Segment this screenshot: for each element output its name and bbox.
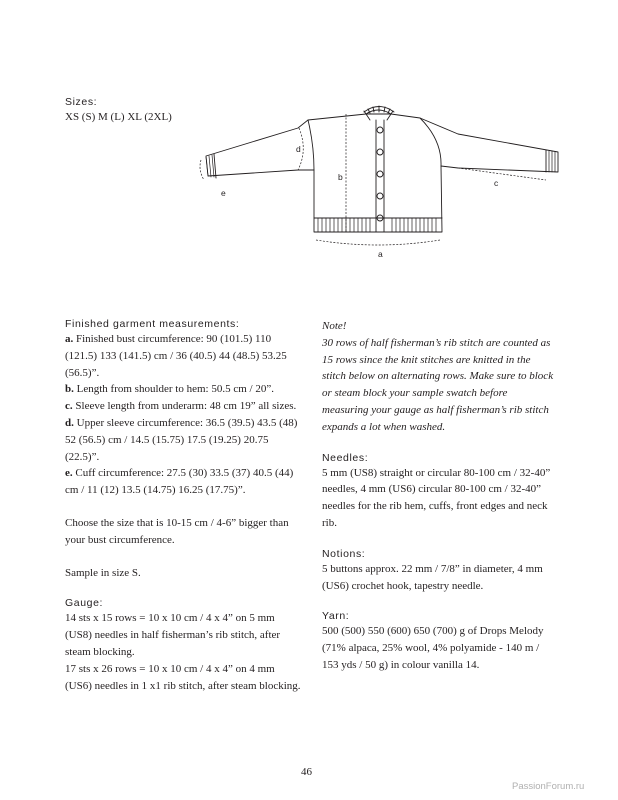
right-column <box>322 318 554 674</box>
yarn-text: 500 (500) 550 (600) 650 (700) g of Drops Melody (71% alpaca, 25% wool, 4% polyamide - 140 m / 153 yds / 50 g) in colour vanilla 14. <box>322 625 544 671</box>
left-armhole <box>308 120 314 170</box>
gauge-heading: Gauge: <box>65 597 104 610</box>
sample-size-text: Sample in size S. <box>65 566 141 579</box>
page-number: 46 <box>301 766 312 778</box>
buttons <box>377 127 383 221</box>
left-column <box>65 318 303 694</box>
label-c: c <box>494 178 499 188</box>
measurements-list <box>65 331 303 597</box>
label-a: a <box>378 249 383 259</box>
notions-text: 5 buttons approx. 22 mm / 7/8” in diameter, 4 mm (US6) crochet hook, tapestry needle. <box>322 562 543 592</box>
note-text: 30 rows of half fisherman’s rib stitch are counted as 15 rows since the knit stitches are knitted in the stitch below on alternating rows. Make sure to block or steam block your sample swatch before measuring your gauge as half fisherman’s rib stitch expands a lot when washed. <box>322 336 554 433</box>
gauge-text <box>65 610 303 694</box>
sizes-values: XS (S) M (L) XL (2XL) <box>65 111 172 123</box>
sizes-heading: Sizes: <box>65 96 98 108</box>
yarn-heading: Yarn: <box>322 610 350 623</box>
left-cuff <box>214 154 216 178</box>
label-d: d <box>296 144 301 154</box>
measurement-b: b. Length from shoulder to hem: 50.5 cm / 20”. <box>65 383 274 396</box>
measurement-c: c. Sleeve length from underarm: 48 cm 19” all sizes. <box>65 400 297 413</box>
measurements-heading: Finished garment measurements: <box>65 318 240 330</box>
label-b: b <box>338 172 343 182</box>
needles-heading: Needles: <box>322 451 369 464</box>
cardigan-schematic <box>196 100 576 260</box>
measurement-d: d. Upper sleeve circumference: 36.5 (39.5) 43.5 (48) 52 (56.5) cm / 14.5 (15.75) 17.5 (19.25) 20.75 (22.5)”. <box>65 416 298 463</box>
needles-text: 5 mm (US8) straight or circular 80-100 cm / 32-40” needles, 4 mm (US6) circular 80-100 cm / 32-40” needles for the rib hem, cuffs, front edges and neck rib. <box>322 466 551 529</box>
measurement-e: e. Cuff circumference: 27.5 (30) 33.5 (37) 40.5 (44) cm / 11 (12) 13.5 (14.75) 16.25 (17.75)”. <box>65 467 294 497</box>
label-e: e <box>221 188 226 198</box>
measure-a-line <box>316 240 440 245</box>
notions-heading: Notions: <box>322 547 366 560</box>
measurement-a: a. Finished bust circumference: 90 (101.5) 110 (121.5) 133 (141.5) cm / 36 (40.5) 44 (48.5) 53.25 (56.5)”. <box>65 333 287 379</box>
watermark: PassionForum.ru <box>512 781 585 792</box>
gauge-line-1: 14 sts x 15 rows = 10 x 10 cm / 4 x 4” on 5 mm (US8) needles in half fisherman’s rib stitch, after steam blocking. <box>65 612 281 658</box>
measure-e-line <box>200 160 204 180</box>
note-heading: Note! <box>322 320 347 332</box>
gauge-line-2: 17 sts x 26 rows = 10 x 10 cm / 4 x 4” on 4 mm (US6) needles in 1 x1 rib stitch, after steam blocking. <box>65 662 301 692</box>
choose-size-text: Choose the size that is 10-15 cm / 4-6” bigger than your bust circumference. <box>65 516 289 546</box>
